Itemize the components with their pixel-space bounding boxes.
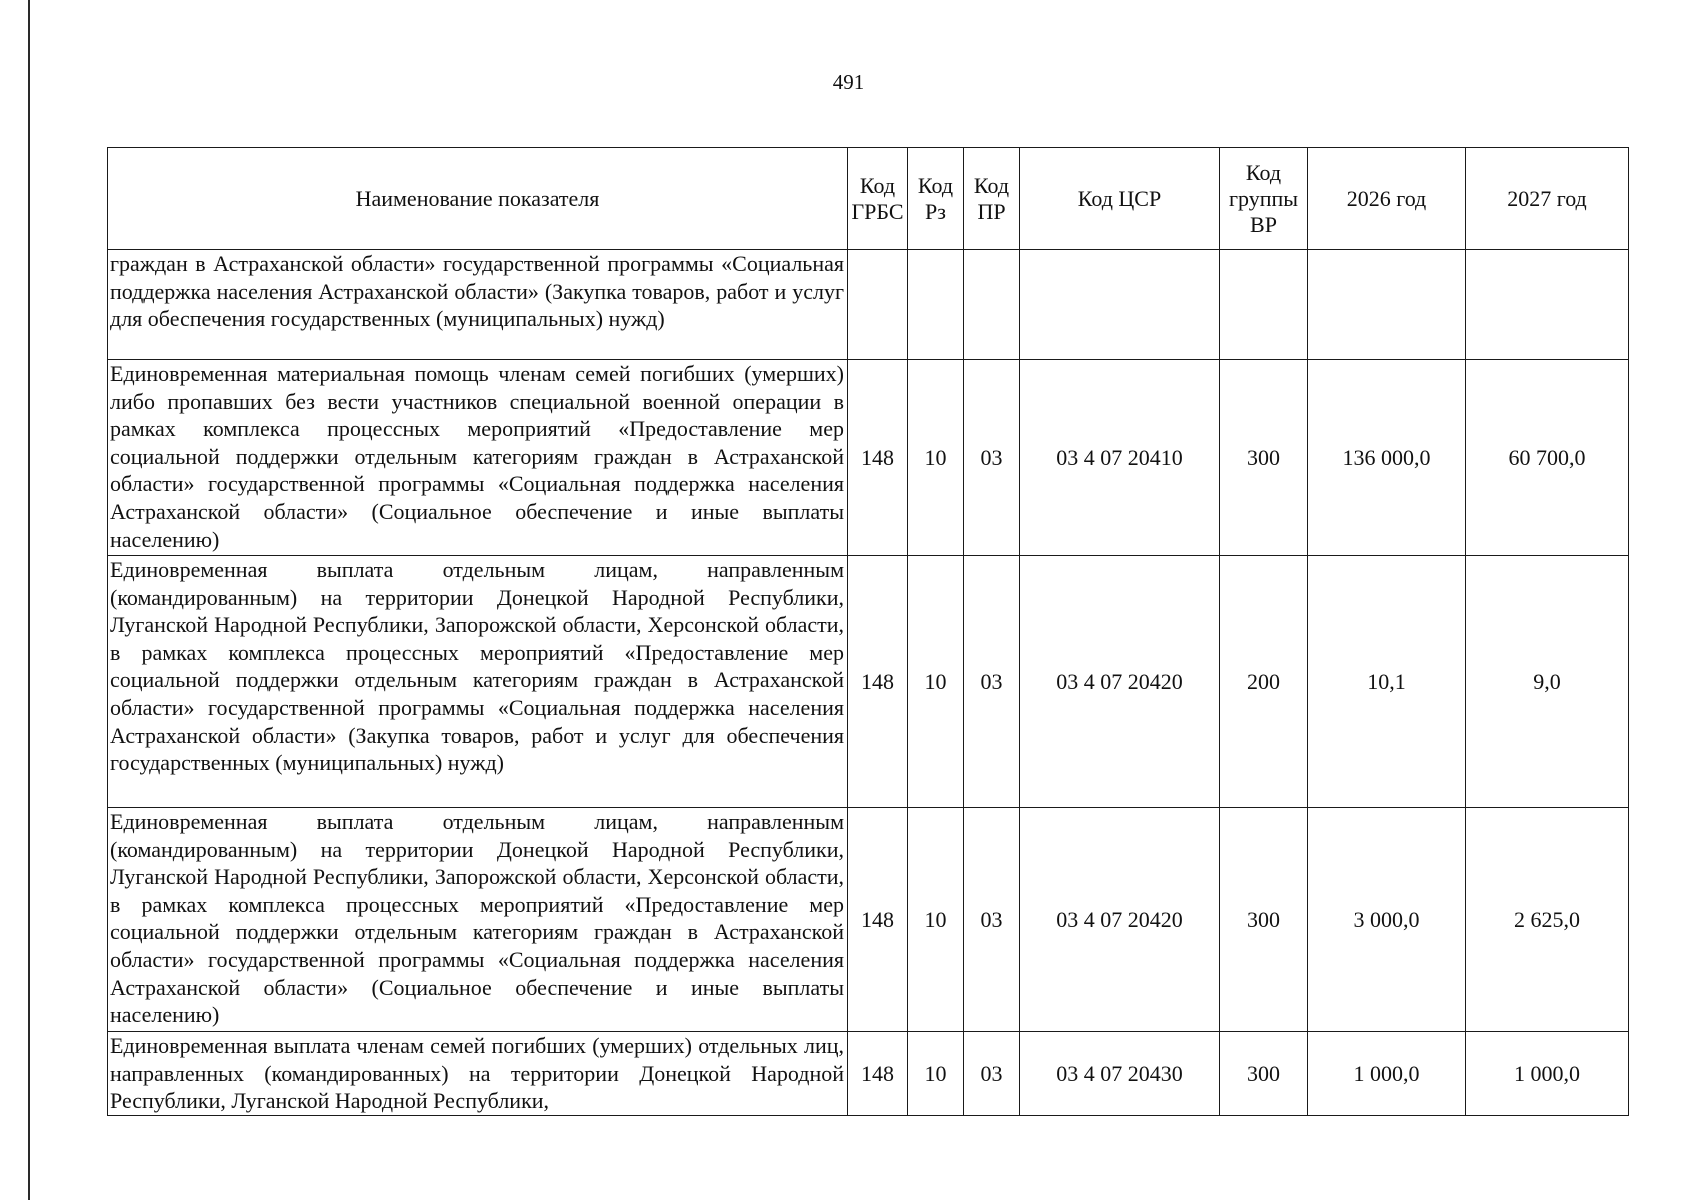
row-2027: 9,0 [1466, 556, 1629, 808]
row-2026: 1 000,0 [1308, 1032, 1466, 1116]
row-rz: 10 [908, 556, 964, 808]
row-2027: 60 700,0 [1466, 360, 1629, 556]
row-vr: 300 [1220, 1032, 1308, 1116]
row-pr: 03 [964, 556, 1020, 808]
row-grbs: 148 [848, 1032, 908, 1116]
row-rz: 10 [908, 1032, 964, 1116]
budget-table [107, 147, 1629, 1116]
row-2027: 1 000,0 [1466, 1032, 1629, 1116]
header-name: Наименование показателя [108, 148, 848, 250]
header-rz: Код Рз [908, 148, 964, 250]
row-csr: 03 4 07 20410 [1020, 360, 1220, 556]
row-csr: 03 4 07 20420 [1020, 808, 1220, 1032]
row-rz: 10 [908, 808, 964, 1032]
table-row [108, 808, 1629, 1032]
row-csr: 03 4 07 20430 [1020, 1032, 1220, 1116]
row-2026: 10,1 [1308, 556, 1466, 808]
header-vr: Код группы ВР [1220, 148, 1308, 250]
row-rz [908, 250, 964, 360]
row-name: Единовременная материальная помощь членам семей погибших (умерших) либо пропавших без вести участников специальной военной операции в рамках комплекса процессных мероприятий «Предоставление мер социальной поддержки отдельным категориям граждан в Астраханской области» государственной программы «Социальная поддержка населения Астраханской области» (Социальное обеспечение и иные выплаты населению) [108, 360, 848, 556]
header-pr: Код ПР [964, 148, 1020, 250]
header-2026: 2026 год [1308, 148, 1466, 250]
row-grbs: 148 [848, 360, 908, 556]
table-header-row [108, 148, 1629, 250]
header-2027: 2027 год [1466, 148, 1629, 250]
row-csr [1020, 250, 1220, 360]
table-row [108, 1032, 1629, 1116]
table-row [108, 250, 1629, 360]
row-rz: 10 [908, 360, 964, 556]
row-2026: 136 000,0 [1308, 360, 1466, 556]
row-name: Единовременная выплата отдельным лицам, направленным (командированным) на территории Донецкой Народной Республики, Луганской Народной Республики, Запорожской области, Херсонской области, в рамках комплекса процессных мероприятий «Предоставление мер социальной поддержки отдельным категориям граждан в Астраханской области» государственной программы «Социальная поддержка населения Астраханской области» (Закупка товаров, работ и услуг для обеспечения государственных (муниципальных) нужд) [108, 556, 848, 808]
row-csr: 03 4 07 20420 [1020, 556, 1220, 808]
binding-margin-line [28, 0, 30, 1200]
row-2027 [1466, 250, 1629, 360]
row-pr: 03 [964, 1032, 1020, 1116]
row-vr: 300 [1220, 808, 1308, 1032]
row-name: Единовременная выплата отдельным лицам, направленным (командированным) на территории Донецкой Народной Республики, Луганской Народной Республики, Запорожской области, Херсонской области, в рамках комплекса процессных мероприятий «Предоставление мер социальной поддержки отдельным категориям граждан в Астраханской области» государственной программы «Социальная поддержка населения Астраханской области» (Социальное обеспечение и иные выплаты населению) [108, 808, 848, 1032]
row-2026 [1308, 250, 1466, 360]
row-vr [1220, 250, 1308, 360]
header-csr: Код ЦСР [1020, 148, 1220, 250]
row-vr: 200 [1220, 556, 1308, 808]
row-grbs [848, 250, 908, 360]
row-pr: 03 [964, 808, 1020, 1032]
row-vr: 300 [1220, 360, 1308, 556]
header-grbs: Код ГРБС [848, 148, 908, 250]
row-name: граждан в Астраханской области» государственной программы «Социальная поддержка населения Астраханской области» (Закупка товаров, работ и услуг для обеспечения государственных (муниципальных) нужд) [108, 250, 848, 360]
row-name: Единовременная выплата членам семей погибших (умерших) отдельных лиц, направленных (командированных) на территории Донецкой Народной Республики, Луганской Народной Республики, [108, 1032, 848, 1116]
row-2027: 2 625,0 [1466, 808, 1629, 1032]
row-grbs: 148 [848, 808, 908, 1032]
row-2026: 3 000,0 [1308, 808, 1466, 1032]
table-row [108, 360, 1629, 556]
page-number: 491 [832, 70, 865, 94]
row-grbs: 148 [848, 556, 908, 808]
row-pr [964, 250, 1020, 360]
table-row [108, 556, 1629, 808]
row-pr: 03 [964, 360, 1020, 556]
